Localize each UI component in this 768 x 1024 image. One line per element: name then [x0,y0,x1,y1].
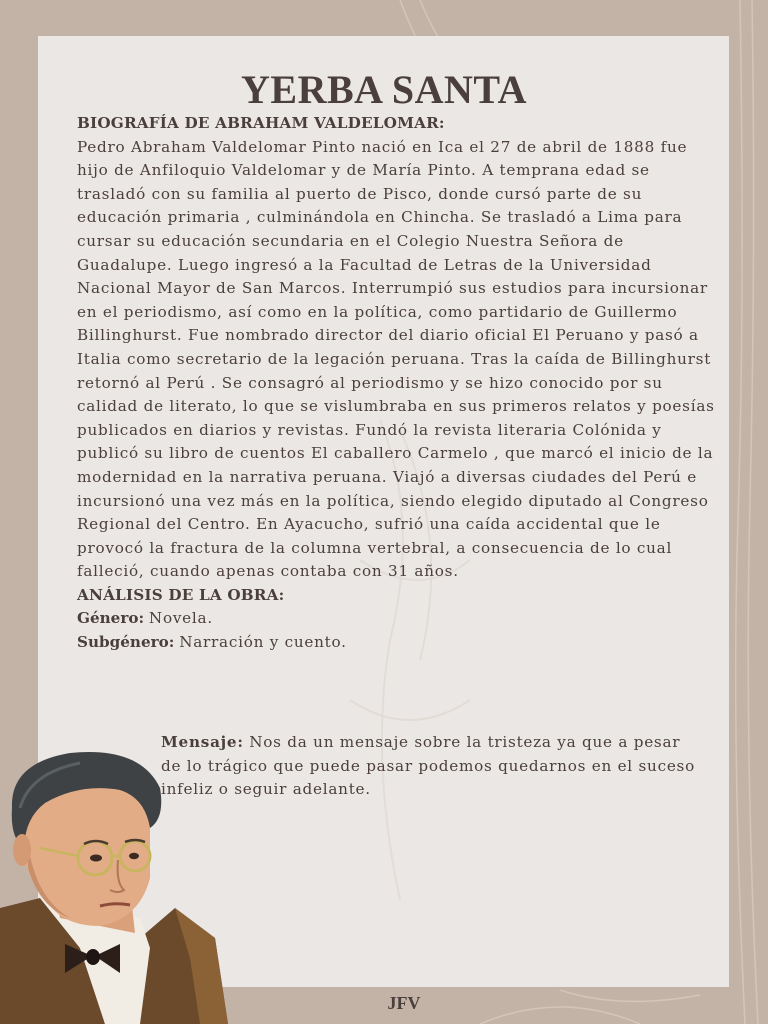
biography-heading: BIOGRAFÍA DE ABRAHAM VALDELOMAR: [77,114,445,132]
genre-line [77,607,717,631]
biography-text: Pedro Abraham Valdelomar Pinto nació en Ica el 27 de abril de 1888 fue hijo de Anfiloquio Valdelomar y de María Pinto. A temprana edad se trasladó con su familia al puerto de Pisco, donde cursó parte de su educación primaria , culminándola en Chincha. Se trasladó a Lima para cursar su educación secundaria en el Colegio Nuestra Señora de Guadalupe. Luego ingresó a la Facultad de Letras de la Universidad Nacional Mayor de San Marcos. Interrumpió sus estudios para incursionar en el periodismo, así como en la política, como partidario de Guillermo Billinghurst. Fue nombrado director del diario oficial El Peruano y pasó a Italia como secretario de la legación peruana. Tras la caída de Billinghurst retornó al Perú . Se consagró al periodismo y se hizo conocido por su calidad de literato, lo que se vislumbraba en sus primeros relatos y poesías publicados en diarios y revistas. Fundó la revista literaria Colónida y publicó su libro de cuentos El caballero Carmelo , que marcó el inicio de la modernidad en la narrativa peruana. Viajó a diversas ciudades del Perú e incursionó una vez más en la política, siendo elegido diputado al Congreso Regional del Centro. En Ayacucho, sufrió una caída accidental que le provocó la fractura de la columna vertebral, a consecuencia de lo cual falleció, cuando apenas contaba con 31 años. [77,137,715,581]
author-signature: JFV [387,993,421,1013]
message-value: Nos da un mensaje sobre la tristeza ya que a pesar de lo trágico que puede pasar podemos quedarnos en el suceso infeliz o seguir adelante. [161,733,695,799]
subgenre-label: Subgénero: [77,633,175,652]
page-title: YERBA SANTA [241,67,527,112]
message-paragraph [161,731,706,802]
message-label: Mensaje: [161,733,244,751]
document-body [77,112,717,655]
author-portrait-icon [0,748,230,1024]
analysis-heading: ANÁLISIS DE LA OBRA: [77,585,285,604]
genre-label: Género: [77,609,145,628]
subgenre-line [77,631,717,655]
subgenre-value: Narración y cuento. [179,633,347,652]
genre-value: Novela. [148,609,213,628]
